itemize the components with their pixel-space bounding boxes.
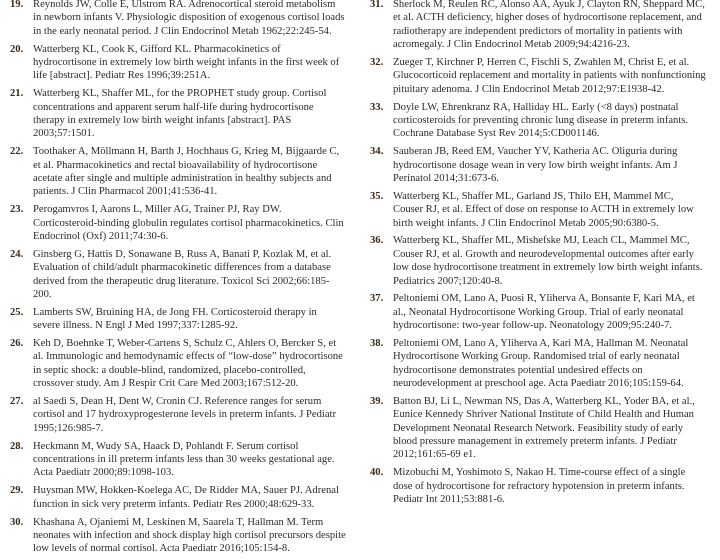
reference-number: 37. (370, 293, 384, 305)
reference-number: 34. (370, 146, 384, 158)
reference-number: 21. (10, 88, 24, 100)
reference-number: 23. (10, 204, 24, 216)
reference-number: 22. (10, 146, 24, 158)
reference-number: 36. (370, 235, 384, 247)
reference-text: Watterberg KL, Shaffer ML, Garland JS, Thilo EH, Mammel MC, Couser RJ, et al. Effect of dose on response to ACTH in extremely low birth weight infants. J Clin Endocrinol Metab 2005;90:6380-5. (393, 190, 694, 229)
reference-text: Sauberan JB, Reed EM, Vaucher YV, Katheria AC. Oliguria during hydrocortisone dosage wean in very low birth weight infants. Am J Perinatol 2014;31:673-6. (393, 146, 678, 184)
reference-number: 39. (370, 396, 384, 408)
reference-item (10, 43, 346, 83)
reference-text: Batton BJ, Li L, Newman NS, Das A, Watterberg KL, Yoder BA, et al., Eunice Kennedy Shriver National Institute of Child Health and Human Development Neonatal Research Network. Feasibility study of early blood pressure management in extremely preterm infants. J Pediatr 2012;161:65-69 e1. (393, 396, 695, 461)
reference-number: 30. (10, 516, 24, 528)
reference-text: Reynolds JW, Colle E, Ulstrom RA. Adrenocortical steroid metabolism in newborn infants V. Physiologic disposition of exogenous cortisol loads in the early neonatal period. J Clin Endocrinol Metab 1962;22:245-54. (33, 0, 345, 37)
reference-item (370, 337, 706, 390)
references-left-column (10, 0, 346, 560)
reference-text: Mizobuchi M, Yoshimoto S, Nakao H. Time-course effect of a single dose of hydrocortisone for refractory hypotension in preterm infants. Pediatr Int 2011;53:881-6. (393, 467, 686, 506)
reference-item (10, 337, 346, 390)
reference-text: Doyle LW, Ehrenkranz RA, Halliday HL. Early (<8 days) postnatal corticosteroids for preventing chronic lung disease in preterm infants. Cochrane Database Syst Rev 2014;5:CD001146. (393, 101, 689, 140)
reference-number: 27. (10, 396, 24, 408)
reference-item (370, 234, 706, 287)
reference-text: Ginsberg G, Hattis D, Sonawane B, Russ A, Banati P, Kozlak M, et al. Evaluation of child/adult pharmacokinetic differences from a database derived from the therapeutic drug literature. Toxicol Sci 2002;66:185-200. (33, 248, 332, 300)
reference-text: Huysman MW, Hokken-Koelega AC, De Ridder MA, Sauer PJ. Adrenal function in sick very preterm infants. Pediatr Res 2000;48:629-33. (33, 485, 339, 510)
reference-number: 25. (10, 306, 24, 318)
reference-number: 19. (10, 0, 24, 10)
reference-item (370, 101, 706, 141)
reference-item (10, 87, 346, 140)
reference-item (370, 292, 706, 332)
reference-number: 38. (370, 338, 384, 350)
reference-text: Watterberg KL, Shaffer ML, Mishefske MJ, Leach CL, Mammel MC, Couser RJ, et al. Growth and neurodevelopmental outcomes after early low dose hydrocortisone treatment in extremely low birth weight infants. Pediatrics 2007;120:40-8. (393, 235, 703, 287)
reference-number: 26. (10, 338, 24, 350)
reference-number: 29. (10, 485, 24, 497)
reference-text: Peltoniemi OM, Lano A, Yliherva A, Kari MA, Hallman M. Neonatal Hydrocortisone Working Group. Randomised trial of early neonatal hydrocortisone demonstrates potential undesired effects on neurodevelopment at preschool age. Acta Paediatr 2016;105:159-64. (393, 338, 689, 390)
reference-item (10, 484, 346, 511)
reference-text: Toothaker A, Möllmann H, Barth J, Hochhaus G, Krieg M, Bijgaarde C, et al. Pharmacokinetics and rectal bioavailability of hydrocortisone acetate after single and multiple administration in healthy subjects and patients. J Clin Pharmacol 2001;41:536-41. (33, 146, 340, 198)
reference-number: 32. (370, 56, 384, 68)
reference-item (10, 248, 346, 301)
reference-item (370, 466, 706, 506)
reference-text: al Saedi S, Dean H, Dent W, Cronin CJ. Reference ranges for serum cortisol and 17 hydroxyprogesterone levels in preterm infants. J Pediatr 1995;126:985-7. (33, 396, 337, 434)
reference-item (10, 203, 346, 243)
reference-text: Lamberts SW, Bruining HA, de Jong FH. Corticosteroid therapy in severe illness. N Engl J Med 1997;337:1285-92. (33, 306, 317, 332)
reference-text: Peltoniemi OM, Lano A, Puosi R, Yliherva A, Bonsante F, Kari MA, et al., Neonatal Hydrocortisone Working Group. Trial of early neonatal hydrocortisone: two-year follow-up. Neonatology 2009;95:240-7. (393, 293, 695, 332)
reference-item (10, 0, 346, 38)
references-right-column (370, 0, 706, 511)
reference-item (10, 306, 346, 333)
reference-item (10, 145, 346, 198)
reference-item (370, 395, 706, 462)
reference-text: Watterberg KL, Shaffer ML, for the PROPHET study group. Cortisol concentrations and apparent serum half-life during hydrocortisone therapy in extremely low birth weight infants [abstract]. PAS 2003;57:1501. (33, 88, 327, 140)
reference-item (370, 190, 706, 230)
reference-item (370, 0, 706, 51)
reference-number: 24. (10, 248, 24, 260)
reference-item (10, 516, 346, 556)
reference-item (370, 56, 706, 96)
reference-text: Watterberg KL, Cook K, Gifford KL. Pharmacokinetics of hydrocortisone in extremely low birth weight infants in the first week of life [abstract]. Pediatr Res 1996;39:251A. (33, 43, 340, 82)
reference-item (10, 395, 346, 435)
reference-text: Sherlock M, Reulen RC, Alonso AA, Ayuk J, Clayton RN, Sheppard MC, et al. ACTH deficiency, higher doses of hydrocortisone replacement, and radiotherapy are independent predictors of mortality in patients with acromegaly. J Clin Endocrinol Metab 2009;94:4216-23. (393, 0, 705, 51)
reference-number: 35. (370, 190, 384, 202)
reference-number: 40. (370, 467, 384, 479)
reference-text: Khashana A, Ojaniemi M, Leskinen M, Saarela T, Hallman M. Term neonates with infection and shock display high cortisol precursors despite low levels of normal cortisol. Acta Paediatr 2016;105:154-8. (33, 516, 346, 555)
reference-number: 33. (370, 101, 384, 113)
reference-text: Perogamvros I, Aarons L, Miller AG, Trainer PJ, Ray DW. Corticosteroid-binding globulin regulates cortisol pharmacokinetics. Clin Endocrinol (Oxf) 2011;74:30-6. (33, 204, 344, 242)
reference-number: 28. (10, 440, 24, 452)
reference-item (370, 145, 706, 185)
reference-item (10, 440, 346, 480)
reference-number: 31. (370, 0, 384, 10)
reference-text: Zueger T, Kirchner P, Herren C, Fischli S, Zwahlen M, Christ E, et al. Glucocorticoid replacement and mortality in patients with nonfunctioning pituitary adenoma. J Clin Endocrinol Metab 2012;97:E1938-42. (393, 56, 706, 95)
reference-number: 20. (10, 43, 24, 55)
reference-text: Heckmann M, Wudy SA, Haack D, Pohlandt F. Serum cortisol concentrations in ill preterm infants less than 30 weeks gestational age. Acta Paediatr 2000;89:1098-103. (33, 440, 335, 479)
reference-text: Keh D, Boehnke T, Weber-Cartens S, Schulz C, Ahlers O, Bercker S, et al. Immunologic and hemodynamic effects of “low-dose” hydrocortisone in septic shock: a double-blind, randomized, placebo-controlled, crossover study. Am J Respir Crit Care Med 2003;167:512-20. (33, 338, 343, 390)
